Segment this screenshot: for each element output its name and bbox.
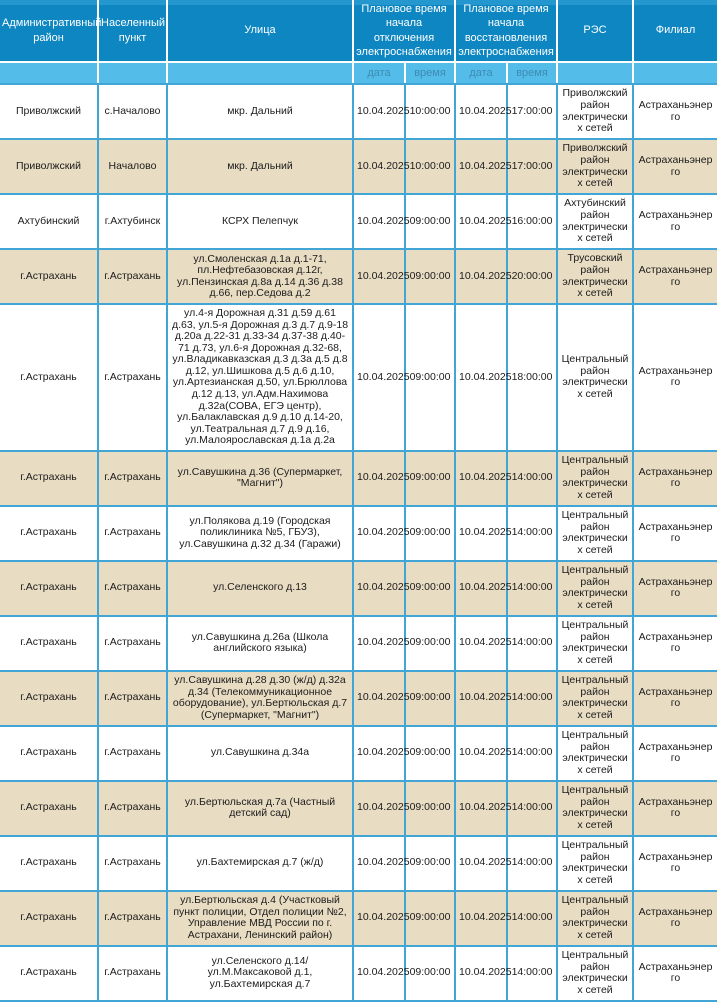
- subheader-empty: [98, 62, 167, 84]
- subheader-restore-date: дата: [455, 62, 507, 84]
- subheader-outage-date: дата: [353, 62, 405, 84]
- cell-branch: Астраханьэнерго: [633, 671, 717, 726]
- cell-street: ул.Бахтемирская д.7 (ж/д): [167, 836, 353, 891]
- cell-res: Ахтубинский район электрических сетей: [557, 194, 633, 249]
- cell-restore-date: 10.04.2025: [455, 891, 507, 946]
- cell-restore-date: 10.04.2025: [455, 561, 507, 616]
- cell-restore-time: 17:00:00: [507, 139, 557, 194]
- cell-restore-date: 10.04.2025: [455, 139, 507, 194]
- cell-outage-date: 10.04.2025: [353, 561, 405, 616]
- cell-outage-time: 09:00:00: [405, 671, 455, 726]
- cell-street: ул.Смоленская д.1а д.1-71, пл.Нефтебазовская д.12г, ул.Пензинская д.8а д.14 д.36 д.38 д.66, пер.Седова д.2: [167, 249, 353, 304]
- subheader-outage-time: время: [405, 62, 455, 84]
- cell-res: Приволжский район электрических сетей: [557, 139, 633, 194]
- cell-restore-date: 10.04.2025: [455, 781, 507, 836]
- cell-outage-date: 10.04.2025: [353, 726, 405, 781]
- cell-admin-district: Ахтубинский: [0, 194, 98, 249]
- cell-admin-district: г.Астрахань: [0, 836, 98, 891]
- cell-res: Центральный район электрических сетей: [557, 304, 633, 451]
- cell-outage-time: 09:00:00: [405, 194, 455, 249]
- table-row: [0, 671, 717, 726]
- cell-street: ул.Полякова д.19 (Городская поликлиника №5, ГБУЗ), ул.Савушкина д.32 д.34 (Гаражи): [167, 506, 353, 561]
- cell-branch: Астраханьэнерго: [633, 946, 717, 1001]
- cell-outage-date: 10.04.2025: [353, 946, 405, 1001]
- table-row: [0, 304, 717, 451]
- cell-admin-district: г.Астрахань: [0, 891, 98, 946]
- cell-outage-time: 09:00:00: [405, 506, 455, 561]
- cell-settlement: г.Астрахань: [98, 836, 167, 891]
- cell-res: Приволжский район электрических сетей: [557, 84, 633, 139]
- cell-restore-time: 16:00:00: [507, 194, 557, 249]
- cell-admin-district: г.Астрахань: [0, 561, 98, 616]
- cell-outage-time: 09:00:00: [405, 304, 455, 451]
- cell-settlement: г.Ахтубинск: [98, 194, 167, 249]
- cell-branch: Астраханьэнерго: [633, 304, 717, 451]
- cell-res: Центральный район электрических сетей: [557, 671, 633, 726]
- cell-admin-district: г.Астрахань: [0, 249, 98, 304]
- cell-res: Центральный район электрических сетей: [557, 726, 633, 781]
- cell-branch: Астраханьэнерго: [633, 726, 717, 781]
- cell-res: Трусовский район электрических сетей: [557, 249, 633, 304]
- col-header-street: Улица: [167, 0, 353, 62]
- cell-outage-date: 10.04.2025: [353, 671, 405, 726]
- cell-branch: Астраханьэнерго: [633, 139, 717, 194]
- cell-restore-date: 10.04.2025: [455, 194, 507, 249]
- cell-restore-date: 10.04.2025: [455, 304, 507, 451]
- cell-settlement: г.Астрахань: [98, 616, 167, 671]
- cell-restore-time: 20:00:00: [507, 249, 557, 304]
- cell-res: Центральный район электрических сетей: [557, 616, 633, 671]
- subheader-empty: [0, 62, 98, 84]
- cell-admin-district: г.Астрахань: [0, 726, 98, 781]
- cell-street: ул.Бертюльская д.7а (Частный детский сад): [167, 781, 353, 836]
- cell-restore-time: 14:00:00: [507, 891, 557, 946]
- header-row: [0, 0, 717, 62]
- cell-outage-date: 10.04.2025: [353, 891, 405, 946]
- cell-street: ул.Савушкина д.26а (Школа английского языка): [167, 616, 353, 671]
- cell-restore-time: 14:00:00: [507, 561, 557, 616]
- cell-branch: Астраханьэнерго: [633, 451, 717, 506]
- cell-street: ул.Селенского д.13: [167, 561, 353, 616]
- cell-restore-date: 10.04.2025: [455, 671, 507, 726]
- cell-street: ул.Савушкина д.34а: [167, 726, 353, 781]
- cell-settlement: г.Астрахань: [98, 506, 167, 561]
- cell-res: Центральный район электрических сетей: [557, 561, 633, 616]
- col-header-admin-district: Административный район: [0, 0, 98, 62]
- table-row: [0, 836, 717, 891]
- cell-outage-date: 10.04.2025: [353, 249, 405, 304]
- cell-outage-date: 10.04.2025: [353, 616, 405, 671]
- cell-admin-district: г.Астрахань: [0, 781, 98, 836]
- cell-res: Центральный район электрических сетей: [557, 506, 633, 561]
- subheader-empty: [167, 62, 353, 84]
- table-row: [0, 781, 717, 836]
- cell-branch: Астраханьэнерго: [633, 506, 717, 561]
- cell-branch: Астраханьэнерго: [633, 781, 717, 836]
- cell-outage-date: 10.04.2025: [353, 84, 405, 139]
- cell-outage-date: 10.04.2025: [353, 506, 405, 561]
- subheader-empty: [557, 62, 633, 84]
- col-header-settlement: Населенный пункт: [98, 0, 167, 62]
- cell-outage-time: 10:00:00: [405, 139, 455, 194]
- col-header-outage-start: Плановое время начала отключения электроснабжения: [353, 0, 455, 62]
- cell-settlement: г.Астрахань: [98, 249, 167, 304]
- cell-admin-district: Приволжский: [0, 139, 98, 194]
- subheader-restore-time: время: [507, 62, 557, 84]
- cell-restore-time: 14:00:00: [507, 671, 557, 726]
- cell-restore-time: 14:00:00: [507, 451, 557, 506]
- table-row: [0, 946, 717, 1001]
- cell-outage-date: 10.04.2025: [353, 139, 405, 194]
- cell-street: мкр. Дальний: [167, 139, 353, 194]
- cell-admin-district: г.Астрахань: [0, 616, 98, 671]
- cell-branch: Астраханьэнерго: [633, 891, 717, 946]
- subheader-empty: [633, 62, 717, 84]
- table-row: [0, 561, 717, 616]
- cell-restore-time: 14:00:00: [507, 946, 557, 1001]
- cell-outage-time: 09:00:00: [405, 836, 455, 891]
- cell-admin-district: г.Астрахань: [0, 946, 98, 1001]
- cell-outage-date: 10.04.2025: [353, 836, 405, 891]
- table-header: [0, 0, 717, 84]
- cell-restore-date: 10.04.2025: [455, 836, 507, 891]
- table-row: [0, 84, 717, 139]
- cell-restore-date: 10.04.2025: [455, 616, 507, 671]
- cell-street: ул.Савушкина д.28 д.30 (ж/д) д.32а д.34 (Телекоммуникационное оборудование), ул.Бертюльская д.7 (Супермаркет, "Магнит"): [167, 671, 353, 726]
- cell-settlement: г.Астрахань: [98, 946, 167, 1001]
- cell-admin-district: г.Астрахань: [0, 671, 98, 726]
- cell-street: КСРХ Пелепчук: [167, 194, 353, 249]
- cell-street: мкр. Дальний: [167, 84, 353, 139]
- cell-settlement: с.Началово: [98, 84, 167, 139]
- cell-outage-date: 10.04.2025: [353, 194, 405, 249]
- cell-branch: Астраханьэнерго: [633, 561, 717, 616]
- cell-res: Центральный район электрических сетей: [557, 836, 633, 891]
- cell-restore-date: 10.04.2025: [455, 249, 507, 304]
- table-row: [0, 139, 717, 194]
- cell-street: ул.Бертюльская д.4 (Участковый пункт полиции, Отдел полиции №2, Управление МВД России по г. Астрахани, Ленинский район): [167, 891, 353, 946]
- table-row: [0, 194, 717, 249]
- table-body: [0, 84, 717, 1001]
- table-row: [0, 726, 717, 781]
- col-header-restore-start: Плановое время начала восстановления электроснабжения: [455, 0, 557, 62]
- cell-res: Центральный район электрических сетей: [557, 451, 633, 506]
- col-header-branch: Филиал: [633, 0, 717, 62]
- cell-branch: Астраханьэнерго: [633, 249, 717, 304]
- cell-restore-time: 14:00:00: [507, 836, 557, 891]
- cell-restore-time: 14:00:00: [507, 781, 557, 836]
- cell-branch: Астраханьэнерго: [633, 84, 717, 139]
- cell-outage-date: 10.04.2025: [353, 451, 405, 506]
- cell-street: ул.Савушкина д.36 (Супермаркет, "Магнит"): [167, 451, 353, 506]
- cell-branch: Астраханьэнерго: [633, 194, 717, 249]
- cell-restore-date: 10.04.2025: [455, 506, 507, 561]
- cell-res: Центральный район электрических сетей: [557, 781, 633, 836]
- table-row: [0, 506, 717, 561]
- cell-settlement: г.Астрахань: [98, 451, 167, 506]
- cell-admin-district: г.Астрахань: [0, 506, 98, 561]
- table-row: [0, 891, 717, 946]
- table-row: [0, 249, 717, 304]
- table-row: [0, 616, 717, 671]
- cell-outage-time: 10:00:00: [405, 84, 455, 139]
- cell-street: ул.Селенского д.14/ул.М.Максаковой д.1, ул.Бахтемирская д.7: [167, 946, 353, 1001]
- cell-admin-district: Приволжский: [0, 84, 98, 139]
- cell-restore-date: 10.04.2025: [455, 726, 507, 781]
- col-header-res: РЭС: [557, 0, 633, 62]
- cell-outage-time: 09:00:00: [405, 781, 455, 836]
- cell-branch: Астраханьэнерго: [633, 836, 717, 891]
- cell-restore-time: 14:00:00: [507, 616, 557, 671]
- cell-settlement: г.Астрахань: [98, 671, 167, 726]
- cell-outage-date: 10.04.2025: [353, 304, 405, 451]
- cell-branch: Астраханьэнерго: [633, 616, 717, 671]
- cell-settlement: г.Астрахань: [98, 304, 167, 451]
- cell-restore-time: 17:00:00: [507, 84, 557, 139]
- cell-res: Центральный район электрических сетей: [557, 891, 633, 946]
- cell-settlement: г.Астрахань: [98, 781, 167, 836]
- subheader-row: [0, 62, 717, 84]
- cell-outage-time: 09:00:00: [405, 891, 455, 946]
- cell-restore-date: 10.04.2025: [455, 84, 507, 139]
- cell-settlement: г.Астрахань: [98, 561, 167, 616]
- cell-res: Центральный район электрических сетей: [557, 946, 633, 1001]
- cell-outage-time: 09:00:00: [405, 561, 455, 616]
- cell-outage-time: 09:00:00: [405, 451, 455, 506]
- cell-settlement: г.Астрахань: [98, 891, 167, 946]
- cell-restore-date: 10.04.2025: [455, 451, 507, 506]
- cell-admin-district: г.Астрахань: [0, 304, 98, 451]
- cell-outage-time: 09:00:00: [405, 616, 455, 671]
- cell-outage-time: 09:00:00: [405, 726, 455, 781]
- cell-restore-date: 10.04.2025: [455, 946, 507, 1001]
- cell-settlement: Началово: [98, 139, 167, 194]
- cell-outage-time: 09:00:00: [405, 249, 455, 304]
- cell-street: ул.4-я Дорожная д.31 д.59 д.61 д.63, ул.5-я Дорожная д.3 д.7 д.9-18 д.20а д.22-31 д.33-34 д.37-38 д.40-71 д.73, ул.6-я Дорожная д.32-68, ул.Владикавказская д.3 д.3а д.5 д.8 д.12, ул.Шишкова д.5 д.6 д.10, ул.Артезианская д.50, ул.Брюллова д.12 д.13, ул.Адм.Нахимова д.32а(СОВА, ЕГЭ центр), ул.Балаклавская д.9 д.10 д.14-20, ул.Театральная д.7 д.9 д.16, ул.Малоярославская д.1а д.2а: [167, 304, 353, 451]
- cell-outage-date: 10.04.2025: [353, 781, 405, 836]
- cell-restore-time: 14:00:00: [507, 726, 557, 781]
- cell-admin-district: г.Астрахань: [0, 451, 98, 506]
- cell-settlement: г.Астрахань: [98, 726, 167, 781]
- cell-restore-time: 14:00:00: [507, 506, 557, 561]
- cell-outage-time: 09:00:00: [405, 946, 455, 1001]
- cell-restore-time: 18:00:00: [507, 304, 557, 451]
- table-row: [0, 451, 717, 506]
